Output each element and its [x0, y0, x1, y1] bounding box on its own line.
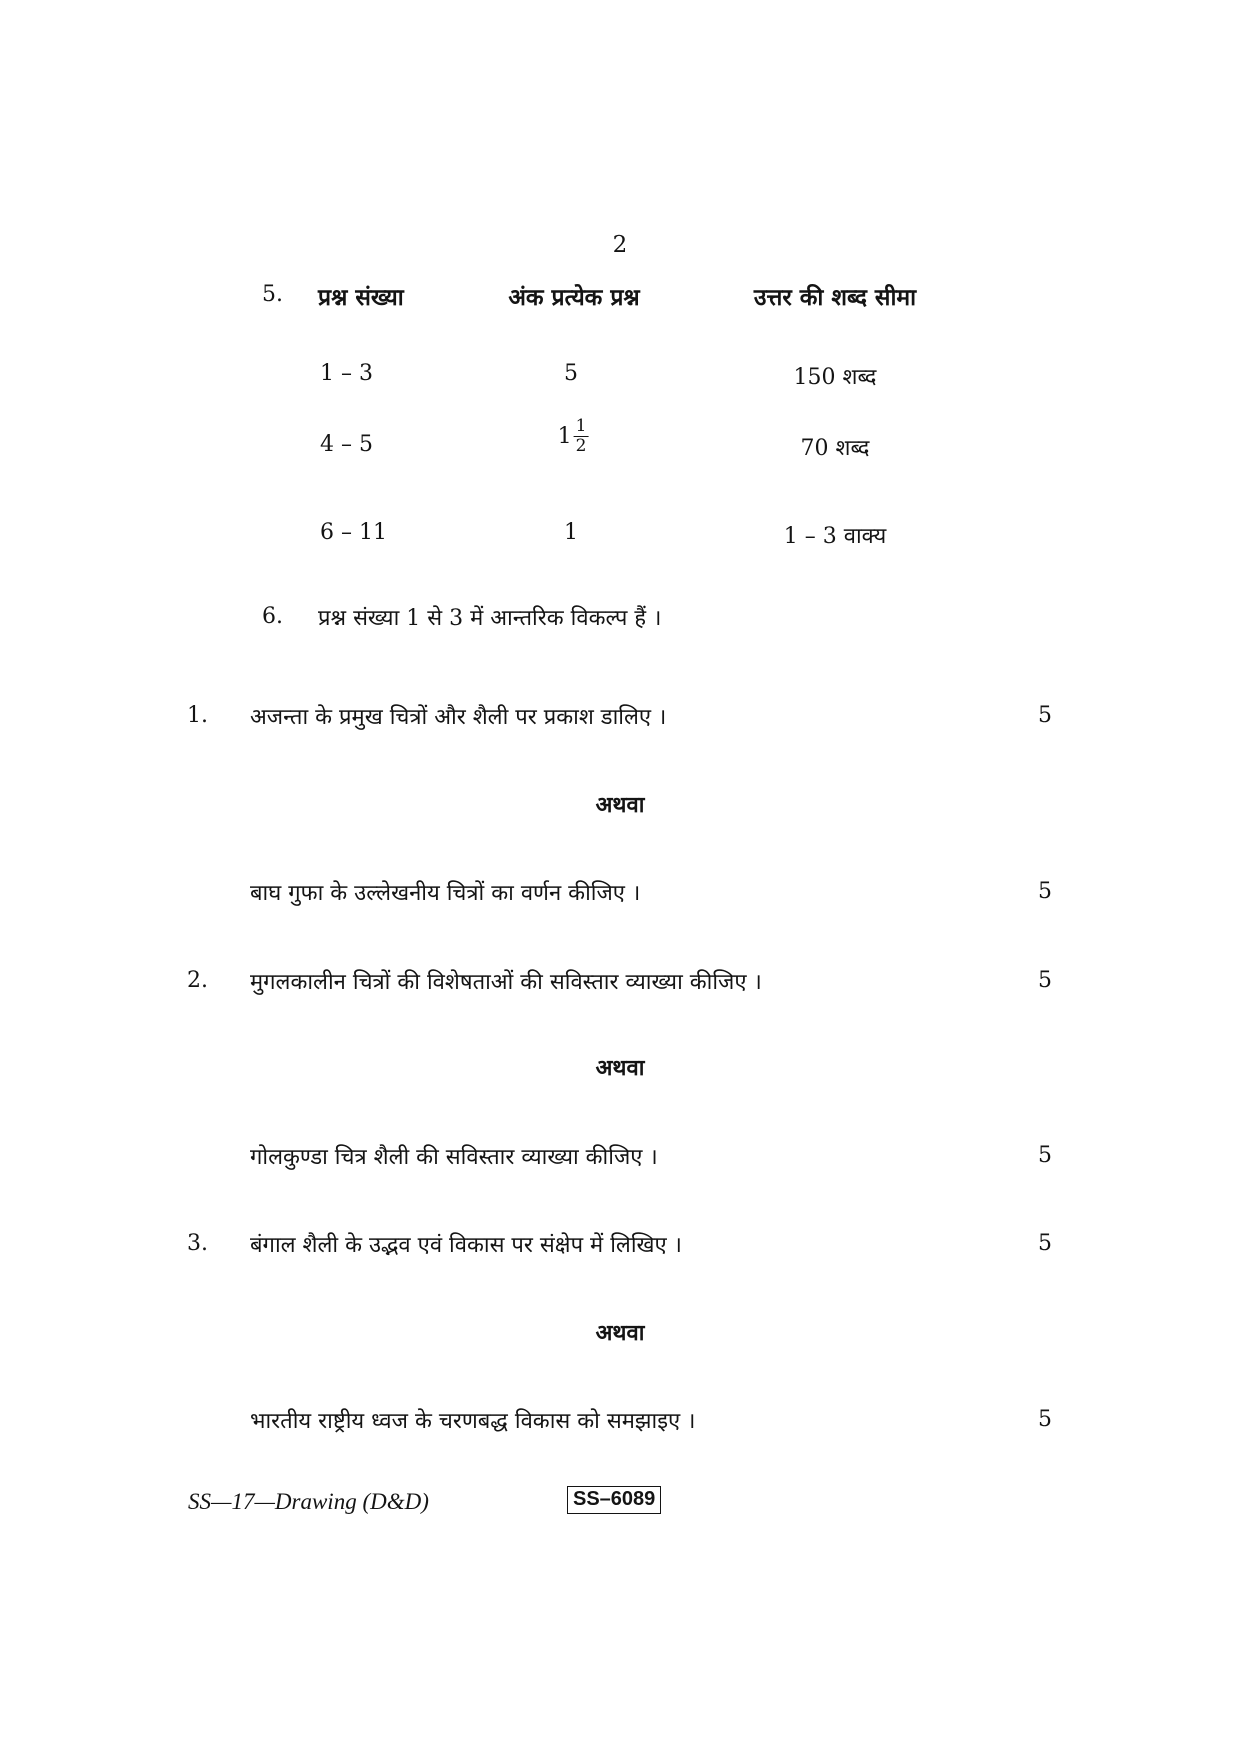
question-1-alt-marks: 5	[1038, 879, 1052, 904]
header-word-limit: उत्तर की शब्द सीमा	[753, 284, 917, 311]
row-word-limit: 150 शब्द	[793, 365, 877, 390]
row-questions: 4 – 5	[320, 432, 373, 457]
fraction-whole: 1	[557, 424, 572, 449]
question-2-alt-marks: 5	[1038, 1143, 1052, 1168]
question-3-number: 3.	[187, 1231, 208, 1256]
row-word-limit: 70 शब्द	[800, 436, 870, 461]
question-2-marks: 5	[1038, 968, 1052, 993]
row-word-limit: 1 – 3 वाक्य	[783, 524, 887, 549]
or-label-1: अथवा	[595, 792, 645, 818]
question-3-alt-text: भारतीय राष्ट्रीय ध्वज के चरणबद्ध विकास को समझाइए ।	[250, 1409, 696, 1434]
or-label-3: अथवा	[595, 1320, 645, 1346]
row-marks: 5	[564, 361, 578, 386]
question-1-text: अजन्ता के प्रमुख चित्रों और शैली पर प्रकाश डालिए ।	[250, 705, 667, 730]
row-marks: 1	[564, 520, 578, 545]
footer-badge: SS–6089	[567, 1486, 661, 1514]
question-1-alt-text: बाघ गुफा के उल्लेखनीय चित्रों का वर्णन कीजिए ।	[250, 881, 641, 906]
question-1-marks: 5	[1038, 703, 1052, 728]
or-label-2: अथवा	[595, 1055, 645, 1081]
question-2-number: 2.	[187, 968, 208, 993]
row-questions: 1 – 3	[320, 361, 373, 386]
instruction-5-number: 5.	[262, 282, 283, 307]
fraction-numerator: 1	[575, 416, 587, 436]
footer-paper-code: SS—17—Drawing (D&D)	[188, 1489, 429, 1514]
row-questions: 6 – 11	[320, 520, 387, 545]
question-1-number: 1.	[187, 703, 208, 728]
question-3-marks: 5	[1038, 1231, 1052, 1256]
question-2-alt-text: गोलकुण्डा चित्र शैली की सविस्तार व्याख्या कीजिए ।	[250, 1145, 658, 1170]
question-2-text: मुगलकालीन चित्रों की विशेषताओं की सविस्तार व्याख्या कीजिए ।	[250, 970, 762, 995]
row-marks-fraction	[558, 418, 589, 455]
header-question-number: प्रश्न संख्या	[318, 284, 404, 311]
header-marks-each: अंक प्रत्येक प्रश्न	[508, 284, 640, 311]
question-3-alt-marks: 5	[1038, 1407, 1052, 1432]
page-number: 2	[612, 232, 628, 258]
question-3-text: बंगाल शैली के उद्भव एवं विकास पर संक्षेप में लिखिए ।	[250, 1233, 683, 1258]
instruction-6-text: प्रश्न संख्या 1 से 3 में आन्तरिक विकल्प हैं ।	[318, 606, 662, 631]
instruction-6-number: 6.	[262, 604, 283, 629]
fraction-denominator: 2	[575, 436, 587, 456]
